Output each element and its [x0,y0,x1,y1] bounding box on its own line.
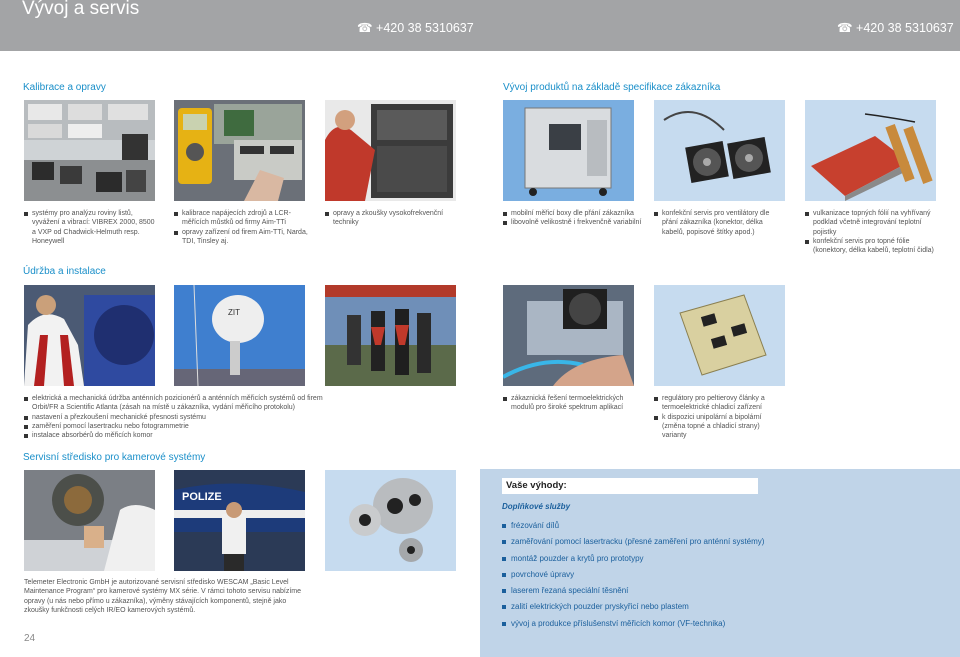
phone-number: ☎ +420 38 5310637 [837,21,954,35]
list-item: elektrická a mechanická údržba anténních pozicionérů a anténních měřicích systémů od firem Orbit/FR a Scientific Atlanta (zásah na místě u zákazníka, vydání měřicího protokolu) [24,394,344,413]
list-item: konfekční servis pro ventilátory dle přání zákazníka (konektor, délka kabelů, popisové štítky apod.) [654,209,784,237]
photo-mobile-measuring-box [503,100,634,201]
list-item: montáž pouzder a krytů pro prototypy [502,551,764,567]
photo-installation-team [325,285,456,386]
list-item: libovolně velikostně i frekvenčně variabilní [503,218,643,227]
photo-vibration-lab [24,100,155,201]
photo-mx-camera-systems [325,470,456,571]
section-heading-maintenance: Údržba a instalace [23,266,106,277]
advantages-title: Vaše výhody: [502,478,758,494]
list-item: zákaznická řešení termoelektrických modulů pro široké spektrum aplikací [503,394,631,413]
peltier-list [654,394,784,440]
photo-hf-testing [325,100,456,201]
calibration-list-2 [174,209,312,246]
development-list-3 [805,209,941,255]
thermoelectric-list [503,394,631,413]
photo-camera-repair [24,470,155,571]
list-item: opravy a zkoušky vysokofrekvenční techniky [325,209,455,228]
phone-number: ☎ +420 38 5310637 [357,21,474,35]
list-item: regulátory pro peltierovy články a termoelektrické chladicí zařízení [654,394,784,413]
section-heading-camera-service: Servisní středisko pro kamerové systémy [23,452,206,463]
photo-satellite-dish [174,285,305,386]
list-item: systémy pro analýzu roviny listů, vyvážení a vibrací: VIBREX 2000, 8500 a VXP od Chadwick-Helmuth resp. Honeywell [24,209,160,246]
page-number: 24 [24,633,36,644]
development-list-2 [654,209,784,237]
photo-thermoelectric-module [503,285,634,386]
advantages-subtitle: Doplňkové služby [502,502,571,511]
page-title: Vývoj a servis [22,0,140,19]
list-item: zalití elektrických pouzder pryskyřicí nebo plastem [502,599,764,615]
page-header [0,0,960,51]
photo-fans [654,100,785,201]
dish-label: ZIT [228,308,240,317]
list-item: frézování dílů [502,518,764,534]
list-item: opravy zařízení od firem Aim-TTi, Narda, TDI, Tinsley aj. [174,228,312,247]
police-label: POLIZE [182,491,222,503]
photo-antenna-maintenance [24,285,155,386]
list-item: mobilní měřicí boxy dle přání zákazníka [503,209,643,218]
list-item: povrchové úpravy [502,567,764,583]
photo-heating-foil [805,100,936,201]
photo-peltier-regulator [654,285,785,386]
list-item: laserem řezaná speciální těsnění [502,583,764,599]
calibration-list-1 [24,209,160,246]
photo-police-helicopter [174,470,305,571]
section-heading-calibration: Kalibrace a opravy [23,82,106,93]
section-heading-development: Vývoj produktů na základě specifikace zákazníka [503,82,721,93]
list-item: nastavení a přezkoušení mechanické přesnosti systému [24,413,344,422]
photo-calibration-multimeter [174,100,305,201]
calibration-list-3 [325,209,455,228]
advantages-list [502,518,764,632]
list-item: k dispozici unipolární a bipolární (změna topné a chladicí strany) varianty [654,413,784,441]
list-item: kalibrace napájecích zdrojů a LCR-měřících můstků od firmy Aim-TTi [174,209,312,228]
list-item: zaměření pomocí lasertracku nebo fotogrammetrie [24,422,344,431]
list-item: zaměřování pomocí lasertracku (přesné zaměření pro anténní systémy) [502,534,764,550]
camera-service-text: Telemeter Electronic GmbH je autorizované servisní středisko WESCAM „Basic Level Maintenance Program“ pro kamerové systémy MX série. V rámci tohoto servisu nabízíme opravy (u nás nebo přímo u zákazníka), výměny stávajících komponentů, stejně jako zkoušky funkčnosti celých IR/EO kamerových systémů. [24,579,301,614]
maintenance-list [24,394,344,440]
list-item: konfekční servis pro topné fólie (konektory, délka kabelů, teplotní čidla) [805,237,941,256]
list-item: vulkanizace topných fólií na vyhřívaný podklad včetně integrování teplotní pojistky [805,209,941,237]
development-list-1 [503,209,643,228]
list-item: instalace absorbérů do měřicích komor [24,431,344,440]
list-item: vývoj a produkce příslušenství měřicích komor (VF-technika) [502,616,764,632]
